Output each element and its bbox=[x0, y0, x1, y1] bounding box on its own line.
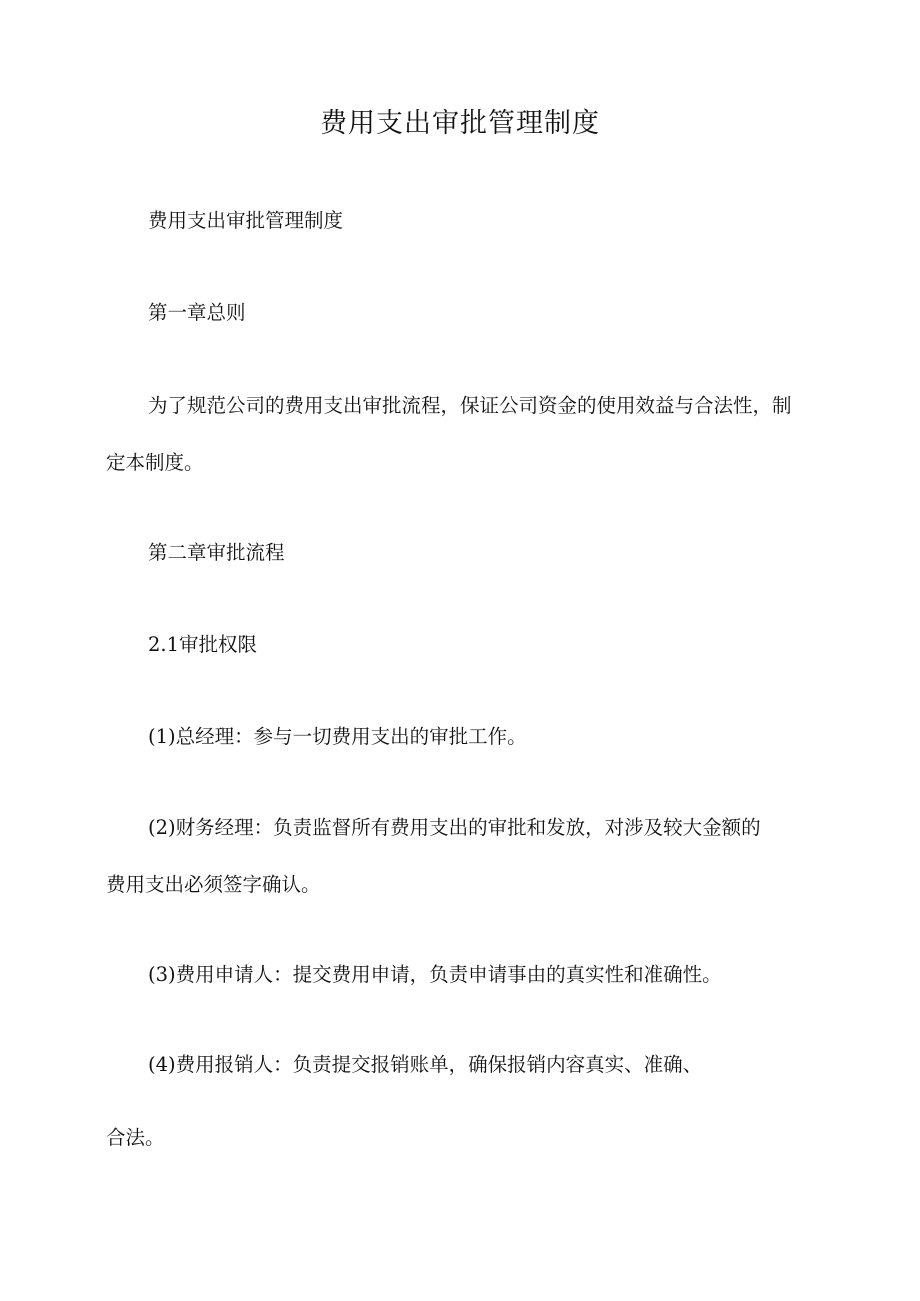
list-item-4-line-1: (4)费用报销人：负责提交报销账单，确保报销内容真实、准确、 bbox=[148, 1053, 703, 1076]
document-subtitle: 费用支出审批管理制度 bbox=[148, 209, 344, 232]
chapter-1-paragraph-line-2: 定本制度。 bbox=[106, 451, 204, 474]
chapter-1-heading: 第一章总则 bbox=[148, 301, 246, 324]
document-title: 费用支出审批管理制度 bbox=[320, 108, 600, 139]
list-item-4-line-2: 合法。 bbox=[106, 1126, 165, 1149]
list-item-2-line-1: (2)财务经理：负责监督所有费用支出的审批和发放，对涉及较大金额的 bbox=[148, 816, 761, 839]
list-item-2-line-2: 费用支出必须签字确认。 bbox=[106, 873, 321, 896]
chapter-1-paragraph-line-1: 为了规范公司的费用支出审批流程，保证公司资金的使用效益与合法性，制 bbox=[148, 394, 792, 417]
list-item-3: (3)费用申请人：提交费用申请，负责申请事由的真实性和准确性。 bbox=[148, 963, 722, 986]
chapter-2-heading: 第二章审批流程 bbox=[148, 541, 285, 564]
list-item-1: (1)总经理：参与一切费用支出的审批工作。 bbox=[148, 725, 527, 748]
section-2-1-heading: 2.1审批权限 bbox=[148, 633, 258, 656]
